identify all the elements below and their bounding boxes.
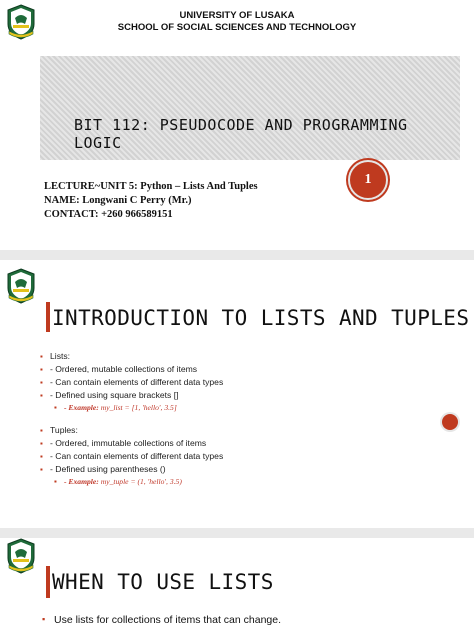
- slide-divider: [0, 528, 474, 538]
- title-band: [40, 56, 460, 160]
- cover-slide: [0, 0, 474, 248]
- list-item: ▪ - Can contain elements of different data types: [40, 376, 440, 389]
- contact-line: CONTACT: +260 966589151: [44, 209, 173, 220]
- slide-number-badge: 1: [348, 160, 388, 200]
- slide-heading: INTRODUCTION TO LISTS AND TUPLES: [52, 306, 470, 330]
- lecture-info: [44, 180, 258, 222]
- example-code: my_tuple = (1, 'hello', 3.5): [100, 477, 182, 486]
- slide-heading: WHEN TO USE LISTS: [52, 570, 274, 594]
- list-item: ▪ - Defined using parentheses (): [40, 463, 440, 476]
- list-item: ▪ Tuples:: [40, 424, 440, 437]
- example-label: - Example:: [64, 403, 99, 412]
- lecturer-name: NAME: Longwani C Perry (Mr.): [44, 195, 192, 206]
- example-label: - Example:: [64, 477, 99, 486]
- list-item: ▪ Lists:: [40, 350, 440, 363]
- list-example: [54, 402, 440, 413]
- tuple-example: [54, 476, 440, 487]
- university-logo: [6, 538, 36, 574]
- slide-divider: [0, 250, 474, 260]
- heading-accent-rule: [46, 302, 50, 332]
- lecture-line: LECTURE~UNIT 5: Python – Lists And Tuples: [44, 181, 258, 192]
- course-title: BIT 112: PSEUDOCODE AND PROGRAMMING LOGIC: [74, 116, 408, 152]
- school-name: SCHOOL OF SOCIAL SCIENCES AND TECHNOLOGY: [117, 22, 357, 33]
- list-item: ▪ - Defined using square brackets []: [40, 389, 440, 402]
- list-item: ▪ - Ordered, mutable collections of items: [40, 363, 440, 376]
- list-item: ▪ Use lists for collections of items that can change.: [42, 614, 281, 626]
- slide-corner-badge: [442, 414, 458, 430]
- list-item: ▪ - Can contain elements of different data types: [40, 450, 440, 463]
- university-name: UNIVERSITY OF LUSAKA: [179, 10, 295, 21]
- intro-slide: [0, 262, 474, 534]
- heading-accent-rule: [46, 566, 50, 598]
- example-code: my_list = [1, 'hello', 3.5]: [100, 403, 177, 412]
- university-logo: [6, 268, 36, 304]
- bullet-list: [40, 350, 440, 487]
- list-item: ▪ - Ordered, immutable collections of items: [40, 437, 440, 450]
